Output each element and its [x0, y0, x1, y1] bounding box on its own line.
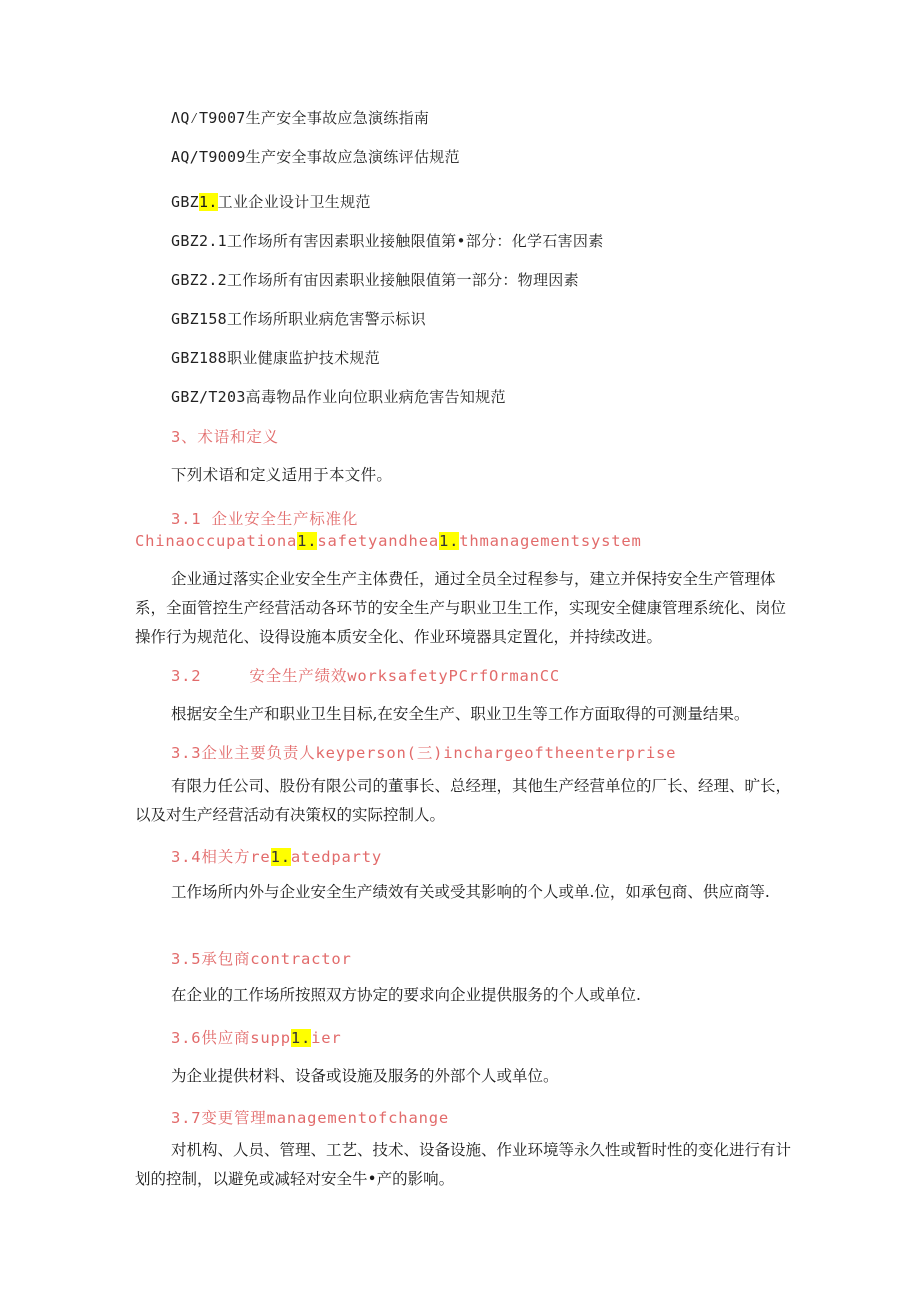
text-segment: ier [311, 1029, 342, 1047]
highlight-mark: 1. [297, 532, 318, 550]
term-3-1-title: 3.1 企业安全生产标准化 [171, 510, 359, 528]
term-3-4-definition: 工作场所内外与企业安全生产绩效有关或受其影响的个人或单.位，如承包商、供应商等. [171, 883, 770, 901]
highlight-mark: 1. [438, 532, 460, 550]
term-3-3-title: 3.3企业主要负责人keyperson(三)inchargeoftheenterprise [171, 744, 677, 762]
standard-gbz1 [171, 191, 371, 212]
text-segment: GBZ [171, 193, 199, 211]
term-3-1-english [135, 532, 642, 550]
term-3-2-title [171, 664, 560, 686]
term-number: 3.2 [171, 667, 202, 685]
standard-aq-t9007: ΛQ⁄T9007生产安全事故应急演练指南 [171, 109, 430, 127]
highlight-mark: 1. [270, 848, 291, 866]
standard-gbz188: GBZ188职业健康监护技术规范 [171, 349, 380, 367]
standard-gbz158: GBZ158工作场所职业病危害警示标识 [171, 310, 426, 328]
text-segment: 3.6供应商supp [171, 1029, 291, 1047]
section-3-title: 3、术语和定义 [171, 428, 279, 446]
standard-gbz2-1: GBZ2.1工作场所有害因素职业接触限值第•部分：化学石害因素 [171, 232, 604, 250]
term-3-7-title: 3.7变更管理managementofchange [171, 1109, 449, 1127]
highlight-mark: 1. [290, 1029, 312, 1047]
text-segment: atedparty [290, 848, 383, 866]
text-segment: 工业企业设计卫生规范 [217, 193, 371, 211]
term-3-2-definition: 根据安全生产和职业卫生目标,在安全生产、职业卫生等工作方面取得的可测量结果。 [171, 705, 750, 723]
standard-gbz-t203: GBZ/T203高毒物品作业向位职业病危害告知规范 [171, 388, 506, 406]
standard-aq-t9009: AQ/T9009生产安全事故应急演练评估规范 [171, 148, 460, 166]
term-3-3-definition: 有限力任公司、股份有限公司的董事长、总经理，其他生产经营单位的厂长、经理、旷长，以及对生产经营活动有决策权的实际控制人。 [135, 777, 792, 824]
term-name: 安全生产绩效worksafetyPCrfOrmanCC [249, 667, 560, 685]
term-3-6-title [171, 1026, 342, 1048]
highlight-mark: 1. [199, 193, 218, 211]
text-segment: 3.4相关方re [171, 848, 271, 866]
term-3-1-definition: 企业通过落实企业安全生产主体费任，通过全员全过程参与，建立并保持安全生产管理体系，全面管控生产经营活动各环节的安全生产与职业卫生工作，实现安全健康管理系统化、岗位操作行为规范化、设得设施本质安全化、作业环境器具定置化，并持续改进。 [135, 570, 787, 646]
text-segment: safetyandhea [317, 532, 439, 550]
section-3-intro: 下列术语和定义适用于本文件。 [171, 466, 393, 484]
term-3-7-definition: 对机构、人员、管理、工艺、技术、设备设施、作业环境等永久性或暂时性的变化进行有计划的控制，以避免或减轻对安全牛•产的影响。 [135, 1141, 792, 1188]
term-3-6-definition: 为企业提供材料、设备或设施及服务的外部个人或单位。 [171, 1067, 559, 1085]
term-3-5-title: 3.5承包商contractor [171, 950, 352, 968]
term-3-4-title [171, 845, 382, 867]
standard-gbz2-2: GBZ2.2工作场所有宙因素职业接触限值第一部分：物理因素 [171, 271, 579, 289]
text-segment: Chinaoccupationa [135, 532, 298, 550]
term-3-5-definition: 在企业的工作场所按照双方协定的要求向企业提供服务的个人或单位. [171, 986, 641, 1004]
text-segment: thmanagementsystem [459, 532, 642, 550]
